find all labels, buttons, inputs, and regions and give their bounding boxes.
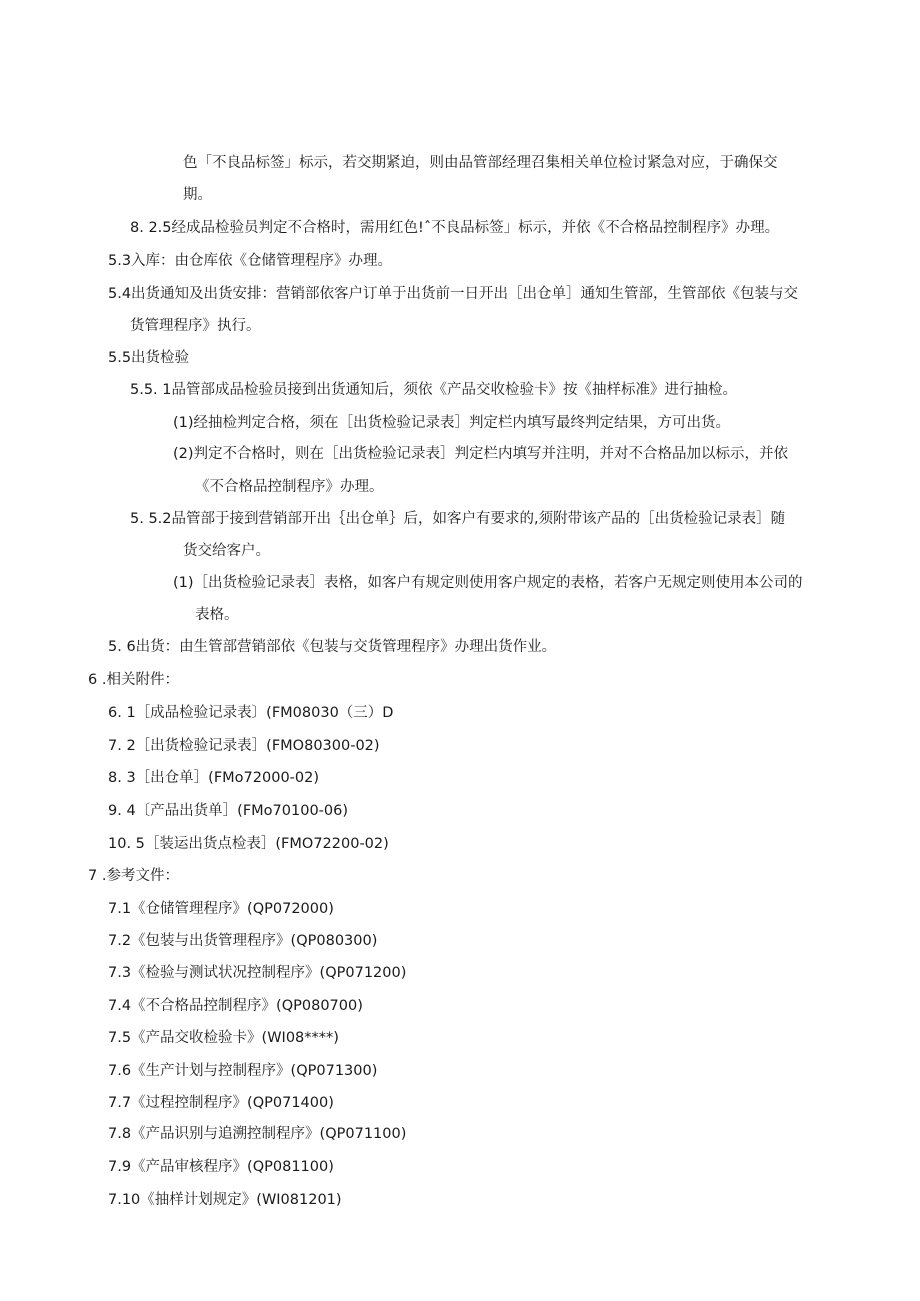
text-line: 货管理程序》执行。 (130, 318, 261, 334)
list-item: 10. 5［装运出货点检表］(FMO72200-02) (108, 836, 389, 852)
text-line: 期。 (183, 187, 212, 203)
text-line: 5.4出货通知及出货安排：营销部依客户订单于出货前一日开出［出仓单］通知生管部，生管部依《包装与交 (108, 286, 799, 302)
text-line: 5. 6出货：由生管部营销部依《包装与交货管理程序》办理出货作业。 (108, 639, 557, 655)
list-item: 7.3《检验与测试状况控制程序》(QP071200) (108, 965, 407, 981)
list-item: 8. 3［出仓单］(FMo72000-02) (108, 770, 320, 786)
list-item: 7.10《抽样计划规定》(WI081201) (108, 1192, 342, 1208)
text-line: 5.5出货检验 (108, 350, 190, 366)
text-line: 8. 2.5经成品检验员判定不合格时，需用红色!ˆ不良品标签」标示，并依《不合格品控制程序》办理。 (130, 220, 780, 236)
section-heading: 6 .相关附件： (88, 672, 179, 688)
list-item: 7.1《仓储管理程序》(QP072000) (108, 901, 334, 917)
text-line: 5.5. 1品管部成品检验员接到出货通知后，须依《产品交收检验卡》按《抽样标准》进行抽检。 (130, 382, 737, 398)
text-line: 5.3入库：由仓库依《仓储管理程序》办理。 (108, 253, 393, 269)
list-item: 7.7《过程控制程序》(QP071400) (108, 1095, 334, 1111)
section-heading: 7 .参考文件： (88, 868, 179, 884)
text-line: 《不合格品控制程序》办理。 (195, 479, 384, 495)
list-item: 7.9《产品审核程序》(QP081100) (108, 1159, 334, 1175)
list-item: 6. 1［成品检验记录表〕(FM08030（三）D (108, 705, 394, 721)
text-line: 货交给客户。 (183, 543, 270, 559)
list-item: 7. 2［出货检验记录表］(FMO80300-02) (108, 738, 380, 754)
text-line: (2)判定不合格时，则在［出货检验记录表］判定栏内填写并注明，并对不合格品加以标示，并依 (173, 446, 789, 462)
text-line: 表格。 (195, 607, 239, 623)
list-item: 7.2《包装与出货管理程序》(QP080300) (108, 933, 378, 949)
text-line: (1)经抽检判定合格，须在［出货检验记录表］判定栏内填写最终判定结果，方可出货。 (173, 415, 731, 431)
list-item: 7.4《不合格品控制程序》(QP080700) (108, 998, 363, 1014)
text-line: 色「不良品标签」标示，若交期紧迫，则由品管部经理召集相关单位检讨紧急对应，于确保交 (183, 155, 778, 171)
text-line: 5. 5.2品管部于接到营销部开出｛出仓单｝后，如客户有要求的,须附带该产品的［出货检验记录表］随 (130, 511, 786, 527)
list-item: 7.6《生产计划与控制程序》(QP071300) (108, 1063, 378, 1079)
list-item: 7.8《产品识别与追溯控制程序》(QP071100) (108, 1126, 407, 1142)
list-item: 7.5《产品交收检验卡》(WI08****) (108, 1030, 339, 1046)
text-line: (1)［出货检验记录表］表格，如客户有规定则使用客户规定的表格，若客户无规定则使用本公司的 (173, 575, 803, 591)
list-item: 9. 4〔产品出货单］(FMo70100-06) (108, 803, 349, 819)
